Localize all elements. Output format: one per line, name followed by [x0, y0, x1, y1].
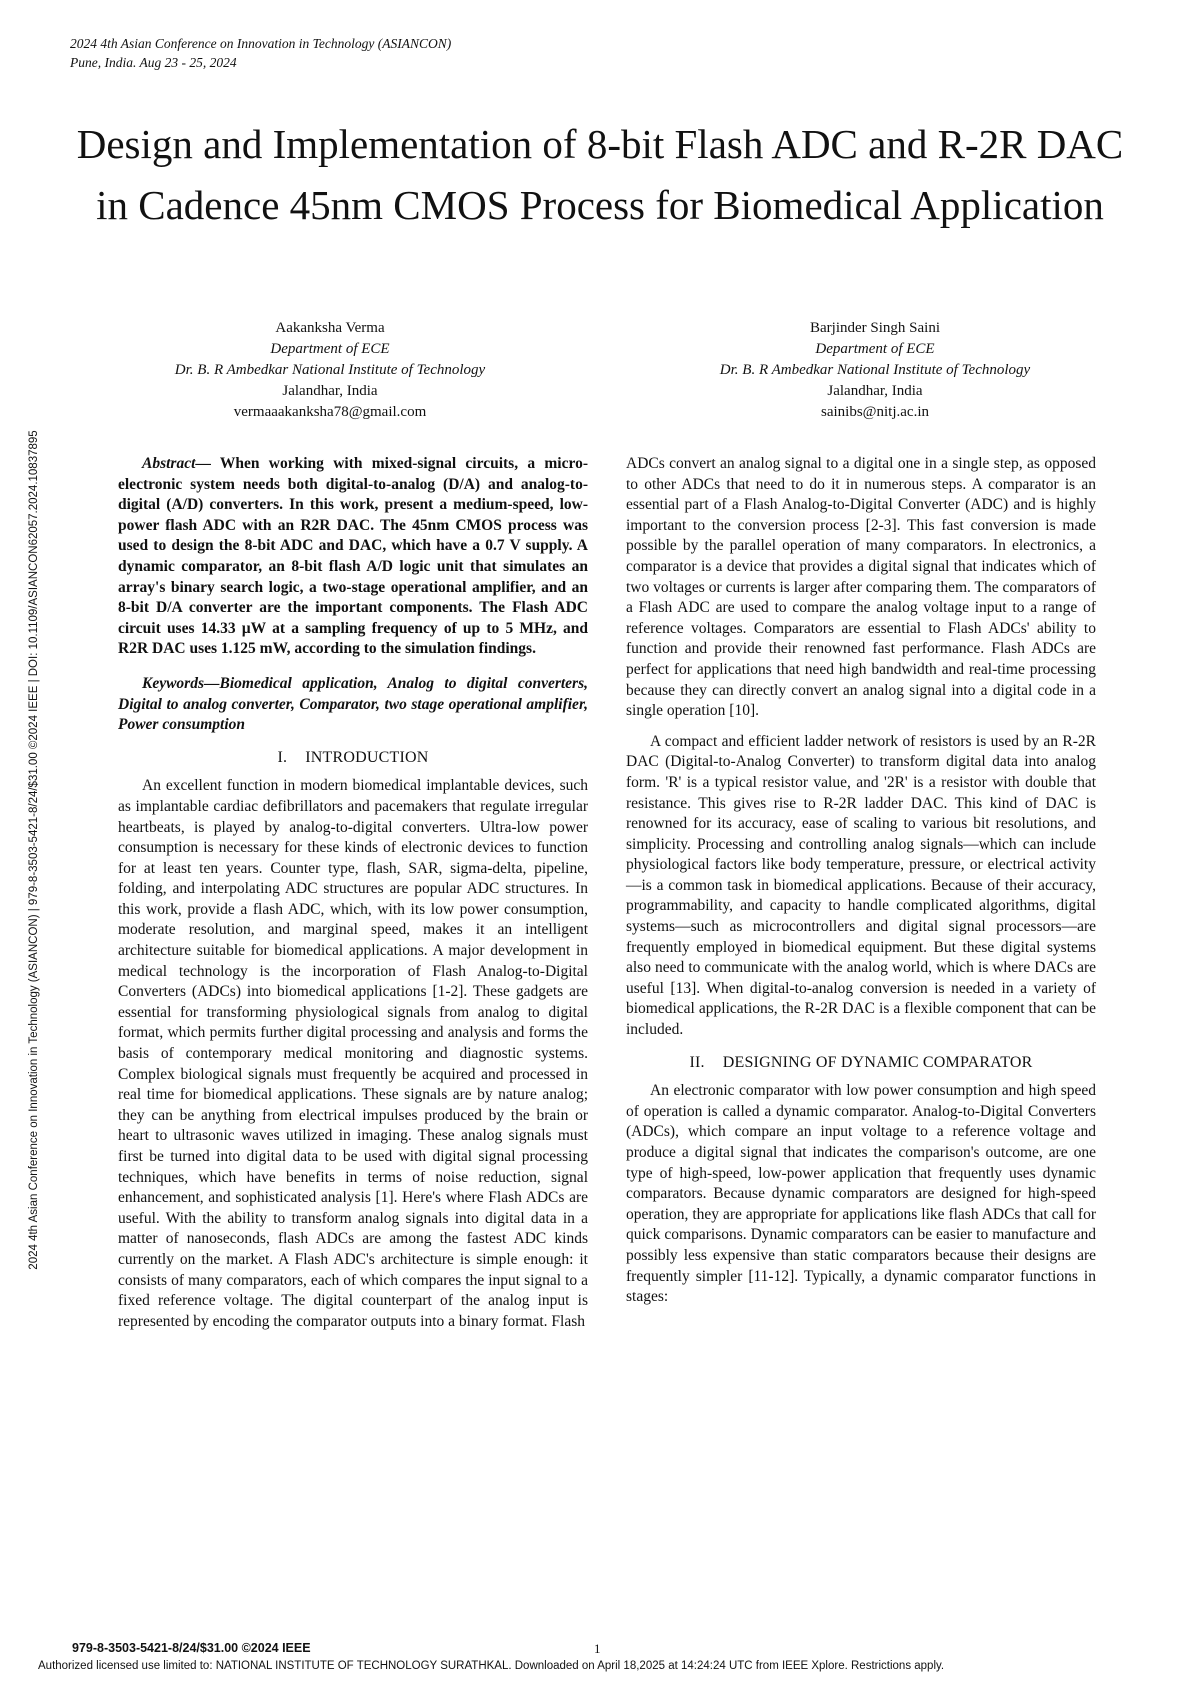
section-title: DESIGNING OF DYNAMIC COMPARATOR: [722, 1053, 1033, 1071]
section-heading-introduction: [118, 748, 588, 769]
section-number: II.: [689, 1053, 705, 1071]
author-location: Jalandhar, India: [282, 383, 378, 399]
author-department: Department of ECE: [270, 341, 390, 357]
conference-name: 2024 4th Asian Conference on Innovation in Technology (ASIANCON): [70, 36, 452, 51]
intro-paragraph-1-continued: ADCs convert an analog signal to a digital one in a single step, as opposed to other ADCs that need to do it in numerous steps. A comparator is an essential part of a Flash Analog-to-Digital Converter (ADC) and is highly important to the conversion process [2-3]. This fast conversion is made possible by the parallel operation of many comparators. In electronics, a comparator is a device that provides a digital signal that indicates which of two voltages or currents is larger after comparing them. The comparators of a Flash ADC are used to compare the analog voltage input to a range of reference voltages. Comparators are essential to Flash ADCs' ability to function and provide their renowned fast performance. Flash ADCs are perfect for applications that need high bandwidth and real-time processing because they can directly convert an analog signal into a digital code in a single operation [10].: [626, 455, 1096, 720]
footer-isbn: 979-8-3503-5421-8/24/$31.00 ©2024 IEEE: [72, 1641, 311, 1655]
side-doi-text: 2024 4th Asian Conference on Innovation in Technology (ASIANCON) | 979-8-3503-5421-8/24/$31.00 ©2024 IEEE | DOI: 10.1109/ASIANCON62057.2024.10837895: [28, 430, 40, 1270]
section-title: INTRODUCTION: [305, 748, 429, 766]
conference-location-date: Pune, India. Aug 23 - 25, 2024: [70, 55, 237, 70]
side-doi-stamp: [27, 300, 41, 1400]
abstract-label: Abstract: [142, 455, 196, 472]
author-name: Aakanksha Verma: [275, 320, 385, 336]
section2-paragraph-1: An electronic comparator with low power consumption and high speed of operation is called a dynamic comparator. Analog-to-Digital Converters (ADCs), which compare an input voltage to a reference voltage and produce a digital signal that indicates the comparison's outcome, are one type of high-speed, low-power application that frequently uses dynamic comparators. Because dynamic comparators are designed for high-speed operation, they are appropriate for applications like flash ADCs that call for quick comparisons. Dynamic comparators can be easier to manufacture and possibly less expensive than static comparators because their designs are frequently simpler [11-12]. Typically, a dynamic comparator functions in stages:: [626, 1082, 1096, 1306]
author-block-1: [120, 318, 540, 423]
abstract: [118, 454, 588, 660]
author-email[interactable]: sainibs@nitj.ac.in: [821, 404, 929, 420]
intro-paragraph-1: An excellent function in modern biomedical implantable devices, such as implantable cardiac defibrillators and pacemakers that regulate irregular heartbeats, is played by analog-to-digital converters. Ultra-low power consumption is necessary for these kinds of electronic devices to function for at least ten years. Counter type, flash, SAR, sigma-delta, pipeline, folding, and interpolating ADC structures are popular ADC structures. In this work, provide a flash ADC, which, with its low power consumption, moderate resolution, and marginal speed, makes it an intelligent architecture suitable for biomedical applications. A major development in medical technology is the incorporation of Flash Analog-to-Digital Converters (ADCs) into biomedical applications [1-2]. These gadgets are essential for transforming physiological signals from analog to digital format, which permits further digital processing and analysis and forms the basis of contemporary medical monitoring and diagnostic systems. Complex biological signals must frequently be acquired and processed in real time for biomedical applications. These signals are by nature analog; they can be anything from electrical impulses produced by the brain or heart to ultrasonic waves utilized in imaging. These analog signals must first be turned into digital data to be used with digital signal processing techniques, which have benefits in terms of noise reduction, signal enhancement, and sophisticated analysis [1]. Here's where Flash ADCs are useful. With the ability to transform analog signals into digital data in a matter of nanoseconds, flash ADCs are among the fastest ADC kinds currently on the market. A Flash ADC's architecture is simple enough: it consists of many comparators, each of which compares the input signal to a fixed reference voltage. The digital counterpart of the analog input is represented by encoding the comparator outputs into a binary format. Flash: [118, 777, 588, 1330]
author-name: Barjinder Singh Saini: [810, 320, 940, 336]
author-email[interactable]: vermaaakanksha78@gmail.com: [233, 404, 427, 420]
author-institution: Dr. B. R Ambedkar National Institute of Technology: [719, 362, 1031, 378]
author-block-2: [665, 318, 1085, 423]
right-column: [626, 454, 1096, 1308]
author-department: Department of ECE: [815, 341, 935, 357]
conference-header: [70, 34, 451, 72]
page-number: 1: [594, 1641, 601, 1656]
keywords: Keywords—Biomedical application, Analog to digital converters, Digital to analog converter, Comparator, two stage operational amplifier, Power consumption: [118, 674, 588, 734]
intro-paragraph-2: A compact and efficient ladder network of resistors is used by an R-2R DAC (Digital-to-Analog Converter) to transform digital data into analog form. 'R' is a typical resistor value, and '2R' is a resistor with double that resistance. This gives rise to R-2R ladder DAC. This kind of DAC is renowned for its accuracy, ease of scaling to various bit resolutions, and simplicity. Processing and controlling analog signals—which can include physiological factors like body temperature, pressure, or electrical activity—is a common task in biomedical applications. Because of their accuracy, programmability, and capacity to handle complicated algorithms, digital systems—such as microcontrollers and digital signal processors—are frequently employed in biomedical equipment. But these digital systems also need to communicate with the analog world, which is where DACs are useful [13]. When digital-to-analog conversion is needed in a variety of biomedical applications, the R-2R DAC is a flexible component that can be included.: [626, 732, 1096, 1039]
abstract-text: — When working with mixed-signal circuits, a micro-electronic system needs both digital-to-analog (D/A) and analog-to-digital (A/D) converters. In this work, present a medium-speed, low-power flash ADC with an R2R DAC. The 45nm CMOS process was used to design the 8-bit ADC and DAC, which have a 0.7 V supply. A dynamic comparator, an 8-bit flash A/D logic unit that simulates an array's binary search logic, a two-stage operational amplifier, and an 8-bit D/A converter are the important components. The Flash ADC circuit uses 14.33 µW at a sampling frequency of up to 5 MHz, and R2R DAC uses 1.125 mW, according to the simulation findings.: [118, 455, 588, 658]
left-column: [118, 454, 588, 1332]
section-number: I.: [277, 748, 288, 766]
paper-title: Design and Implementation of 8-bit Flash ADC and R-2R DAC in Cadence 45nm CMOS Process for Biomedical Application: [76, 121, 1124, 228]
author-location: Jalandhar, India: [827, 383, 923, 399]
author-institution: Dr. B. R Ambedkar National Institute of Technology: [174, 362, 486, 378]
license-notice: Authorized licensed use limited to: NATIONAL INSTITUTE OF TECHNOLOGY SURATHKAL. Downloaded on April 18,2025 at 14:24:24 UTC from IEEE Xplore. Restrictions apply.: [38, 1660, 945, 1672]
section-heading-dynamic-comparator: [626, 1053, 1096, 1074]
